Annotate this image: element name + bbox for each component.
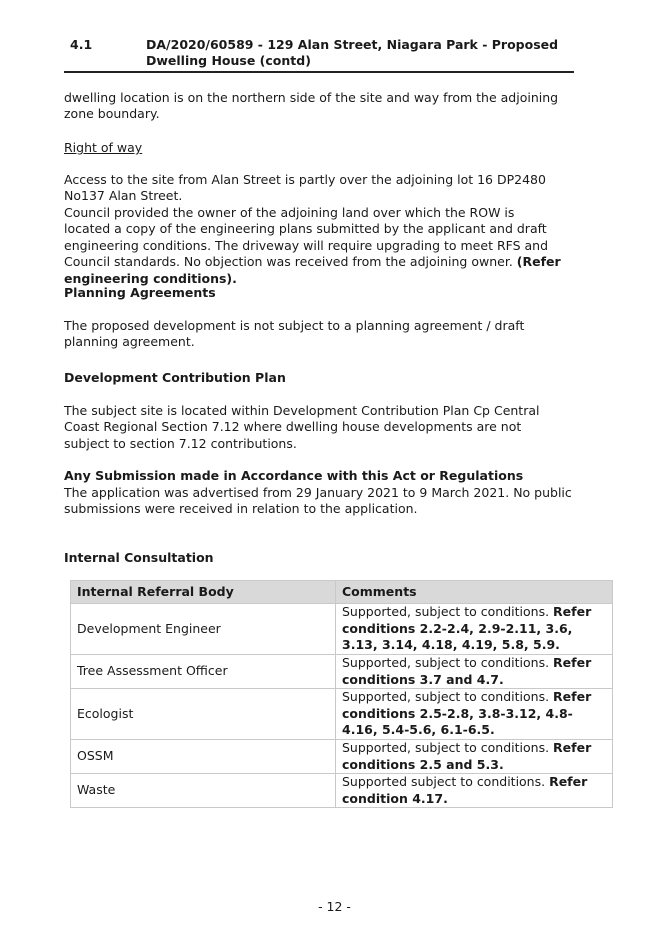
comment-cell [336, 604, 613, 655]
comment-refer: Refer conditions 2.2-2.4, 2.9-2.11, 3.6, 3.13, 3.14, 4.18, 4.19, 5.8, 5.9. [342, 604, 592, 653]
referral-body-cell: Tree Assessment Officer [71, 655, 336, 689]
comment-text: Supported subject to conditions. [342, 774, 550, 790]
report-header [64, 37, 574, 73]
referral-body-cell: Development Engineer [71, 604, 336, 655]
table-row [71, 689, 613, 740]
item-number: 4.1 [70, 37, 93, 52]
table-row [71, 604, 613, 655]
comment-refer: Refer conditions 2.5 and 5.3. [342, 740, 592, 772]
comment-refer: Refer conditions 2.5-2.8, 3.8-3.12, 4.8-4.16, 5.4-5.6, 6.1-6.5. [342, 689, 592, 738]
submission-heading: Any Submission made in Accordance with this Act or Regulations [64, 468, 524, 483]
header-referral-body: Internal Referral Body [71, 581, 336, 604]
table-header-row [71, 581, 613, 604]
comment-cell [336, 740, 613, 774]
intro-paragraph: dwelling location is on the northern side of the site and way from the adjoining zone boundary. [64, 90, 559, 122]
dcp-heading: Development Contribution Plan [64, 370, 286, 385]
row-paragraph-2-text: Council provided the owner of the adjoining land over which the ROW is located a copy of the engineering plans submitted by the applicant and draft engineering conditions. The driveway will require upgrading to meet RFS and Council standards. No objection was received from the adjoining owner. [64, 205, 549, 270]
page-number: - 12 - [318, 899, 351, 914]
item-title: DA/2020/60589 - 129 Alan Street, Niagara Park - Proposed Dwelling House (contd) [146, 37, 559, 68]
comment-cell [336, 655, 613, 689]
comment-text: Supported, subject to conditions. [342, 655, 554, 671]
row-paragraph-1: Access to the site from Alan Street is partly over the adjoining lot 16 DP2480 No137 Alan Street. [64, 172, 546, 204]
table-row [71, 740, 613, 774]
referral-body-cell: Ecologist [71, 689, 336, 740]
right-of-way-heading: Right of way [64, 140, 143, 155]
header-comments: Comments [336, 581, 613, 604]
table-row [71, 655, 613, 689]
comment-refer: Refer conditions 3.7 and 4.7. [342, 655, 592, 687]
planning-agreements-text: The proposed development is not subject to a planning agreement / draft planning agreement. [64, 318, 525, 350]
referral-table [70, 580, 613, 808]
comment-cell [336, 689, 613, 740]
submission-text: The application was advertised from 29 January 2021 to 9 March 2021. No public submissions were received in relation to the application. [64, 485, 572, 517]
comment-text: Supported, subject to conditions. [342, 689, 554, 705]
row-paragraph-2 [64, 205, 564, 287]
planning-agreements-heading: Planning Agreements [64, 285, 216, 300]
comment-text: Supported, subject to conditions. [342, 604, 554, 620]
referral-body-cell: Waste [71, 774, 336, 808]
comment-refer: Refer condition 4.17. [342, 774, 588, 806]
row-paragraph-2-bold: (Refer engineering conditions). [64, 254, 561, 286]
referral-body-cell: OSSM [71, 740, 336, 774]
comment-text: Supported, subject to conditions. [342, 740, 554, 756]
comment-cell [336, 774, 613, 808]
table-row [71, 774, 613, 808]
dcp-text: The subject site is located within Development Contribution Plan Cp Central Coast Regional Section 7.12 where dwelling house developments are not subject to section 7.12 contributions. [64, 403, 540, 451]
internal-consultation-heading: Internal Consultation [64, 550, 214, 565]
